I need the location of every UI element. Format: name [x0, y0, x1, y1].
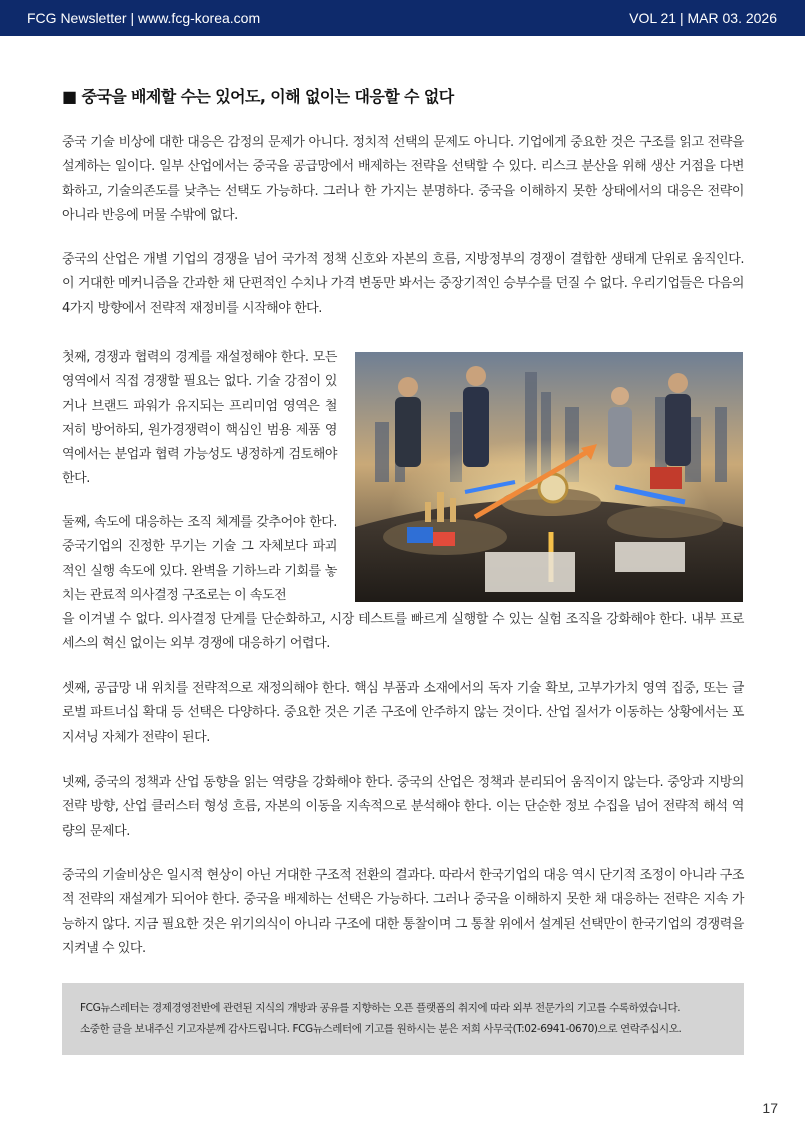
notice-line-2: 소중한 글을 보내주신 기고자분께 감사드립니다. FCG뉴스레터에 기고를 원하시는 분은 저희 사무국(T:02-6941-0670)으로 연락주십시오.: [80, 1023, 682, 1035]
section-heading: ■ 중국을 배제할 수는 있어도, 이해 없이는 대응할 수 없다: [62, 87, 454, 106]
paragraph-intro: 중국 기술 비상에 대한 대응은 감정의 문제가 아니다. 정치적 선택의 문제도 아니다. 기업에게 중요한 것은 구조를 읽고 전략을 설계하는 일이다. 일부 산업에서는 중국을 공급망에서 배제하는 전략을 선택할 수 있다. 리스크 분산을 위해 생산 거점을 다변화하고, 기술의존도를 낮추는 선택도 가능하다. 그러나 한 가지는 분명하다. 중국을 이해하지 못한 상태에서의 대응은 전략이 아니라 반응에 머물 수밖에 없다.: [62, 135, 744, 223]
page-number: 17: [762, 1100, 778, 1116]
notice-line-1: FCG뉴스레터는 경제경영전반에 관련된 지식의 개방과 공유를 지향하는 오픈 플랫폼의 취지에 따라 외부 전문가의 기고를 수록하였습니다.: [80, 1002, 681, 1014]
paragraph-fourth: 넷째, 중국의 정책과 산업 동향을 읽는 역량을 강화해야 한다. 중국의 산업은 정책과 분리되어 움직이지 않는다. 중앙과 지방의 전략 방향, 산업 클러스터 형성 흐름, 자본의 이동을 지속적으로 분석해야 한다. 이는 단순한 정보 수집을 넘어 전략적 해석 역량의 문제다.: [62, 775, 744, 839]
paragraph-conclusion: 중국의 기술비상은 일시적 현상이 아닌 거대한 구조적 전환의 결과다. 따라서 한국기업의 대응 역시 단기적 조정이 아니라 구조적 전략의 재설계가 되어야 한다. 중국을 배제하는 선택은 가능하다. 그러나 중국을 이해하지 못한 채 대응하는 전략은 지속 가능하지 않다. 지금 필요한 것은 위기의식이 아니라 구조에 대한 통찰이며 그 통찰 위에서 설계된 선택만이 한국기업의 경쟁력을 지켜낼 수 있다.: [62, 868, 744, 956]
paragraph-first: 첫째, 경쟁과 협력의 경계를 재설정해야 한다. 모든 영역에서 직접 경쟁할 필요는 없다. 기술 강점이 있거나 브랜드 파워가 유지되는 프리미엄 영역은 철저히 방어하되, 원가경쟁력이 핵심인 범용 제품 영역에서는 분업과 협력 가능성도 냉정하게 검토해야 한다.: [62, 350, 337, 487]
header-issue: VOL 21 | MAR 03. 2026: [629, 10, 777, 26]
paragraph-third: 셋째, 공급망 내 위치를 전략적으로 재정의해야 한다. 핵심 부품과 소재에서의 독자 기술 확보, 고부가가치 영역 집중, 또는 글로벌 파트너십 확대 등 선택은 다양하다. 중요한 것은 기존 구조에 안주하지 않는 것이다. 산업 질서가 이동하는 상황에서는 포지셔닝 자체가 전략이 된다.: [62, 681, 744, 745]
newsletter-header: [0, 0, 805, 36]
paragraph-second-start: 둘째, 속도에 대응하는 조직 체계를 갖추어야 한다. 중국기업의 진정한 무기는 기술 그 자체보다 파괴적인 실행 속도에 있다. 완벽을 기하느라 기회를 놓치는 관료적 의사결정 구조로는 이 속도전: [62, 515, 337, 603]
contribution-notice: [62, 983, 744, 1055]
business-strategy-illustration: [355, 352, 743, 602]
paragraph-second-end: 을 이겨낼 수 없다. 의사결정 단계를 단순화하고, 시장 테스트를 빠르게 실행할 수 있는 실험 조직을 강화해야 한다. 내부 프로세스의 혁신 없이는 외부 경쟁에 대응하기 어렵다.: [62, 612, 744, 652]
header-site: FCG Newsletter | www.fcg-korea.com: [27, 10, 261, 26]
paragraph-ecosystem: 중국의 산업은 개별 기업의 경쟁을 넘어 국가적 정책 신호와 자본의 흐름, 지방정부의 경쟁이 결합한 생태계 단위로 움직인다. 이 거대한 메커니즘을 간과한 채 단편적인 수치나 가격 변동만 봐서는 중장기적인 승부수를 던질 수 없다. 우리기업들은 다음의 4가지 방향에서 전략적 재정비를 시작해야 한다.: [62, 252, 744, 316]
